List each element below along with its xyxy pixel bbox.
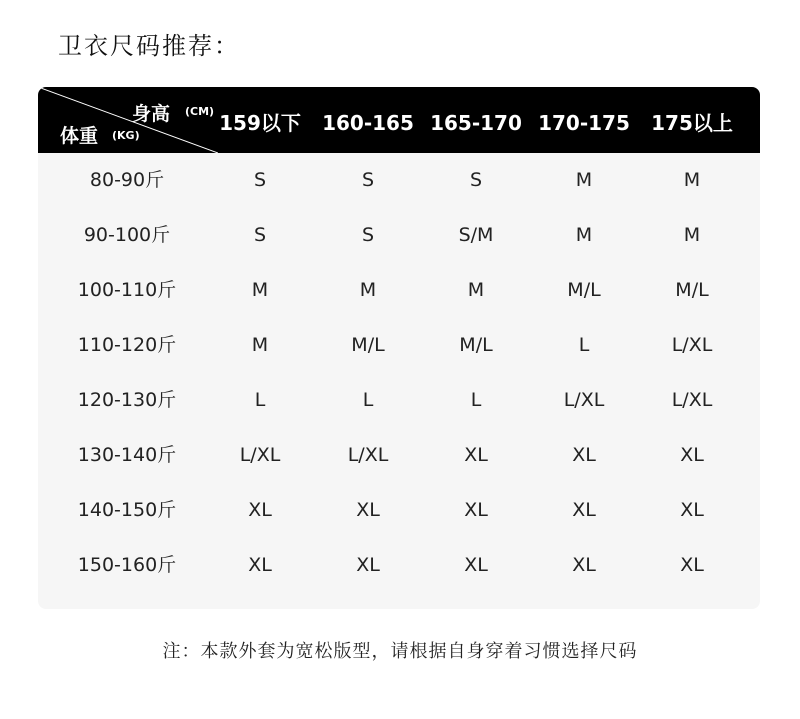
weight-range-label: 140-150斤	[77, 499, 177, 521]
weight-axis-label: 体重	[60, 125, 99, 147]
footnote: 注：本款外套为宽松版型，请根据自身穿着习惯选择尺码	[162, 641, 638, 662]
size-cell: S/M	[458, 224, 494, 246]
size-cell: XL	[572, 444, 596, 466]
size-cell: S	[253, 224, 267, 246]
size-cell: M	[575, 224, 593, 246]
column-header: 165-170	[430, 111, 522, 135]
size-chart-table	[38, 87, 760, 609]
size-cell: XL	[680, 499, 704, 521]
weight-range-label: 120-130斤	[77, 389, 177, 411]
table-row	[38, 428, 760, 483]
size-cell: XL	[680, 554, 704, 576]
weight-range-label: 150-160斤	[77, 554, 177, 576]
size-cell: L/XL	[671, 334, 713, 356]
size-cell: XL	[680, 444, 704, 466]
size-cell: XL	[356, 554, 380, 576]
size-cell: M	[251, 334, 269, 356]
weight-unit-label: (KG)	[112, 129, 140, 142]
size-cell: L	[254, 389, 266, 411]
size-cell: L/XL	[347, 444, 389, 466]
weight-range-label: 110-120斤	[77, 334, 177, 356]
size-cell: L/XL	[563, 389, 605, 411]
size-cell: M	[359, 279, 377, 301]
table-row	[38, 318, 760, 373]
size-cell: XL	[248, 499, 272, 521]
size-cell: S	[361, 224, 375, 246]
column-header: 175以上	[651, 111, 733, 135]
size-cell: M	[683, 169, 701, 191]
table-row	[38, 153, 760, 208]
size-cell: L	[470, 389, 482, 411]
size-cell: M/L	[459, 334, 493, 356]
weight-range-label: 130-140斤	[77, 444, 177, 466]
size-cell: M	[575, 169, 593, 191]
size-cell: XL	[572, 554, 596, 576]
size-cell: M	[251, 279, 269, 301]
size-cell: M	[467, 279, 485, 301]
table-row	[38, 208, 760, 263]
size-cell: L	[362, 389, 374, 411]
table-row	[38, 263, 760, 318]
corner-header-cell	[38, 87, 218, 153]
size-cell: S	[253, 169, 267, 191]
size-cell: L/XL	[239, 444, 281, 466]
page-title: 卫衣尺码推荐：	[58, 32, 240, 60]
size-cell: XL	[248, 554, 272, 576]
column-header: 160-165	[322, 111, 414, 135]
height-axis-label: 身高	[132, 103, 171, 125]
size-cell: XL	[464, 554, 488, 576]
size-cell: M/L	[675, 279, 709, 301]
size-cell: XL	[464, 499, 488, 521]
weight-range-label: 80-90斤	[89, 169, 165, 191]
size-cell: M	[683, 224, 701, 246]
size-cell: L	[578, 334, 590, 356]
size-cell: S	[469, 169, 483, 191]
size-cell: XL	[464, 444, 488, 466]
column-header: 170-175	[538, 111, 630, 135]
column-header: 159以下	[219, 111, 301, 135]
size-cell: M/L	[351, 334, 385, 356]
size-cell: M/L	[567, 279, 601, 301]
table-header	[38, 87, 760, 153]
table-row	[38, 538, 760, 593]
size-cell: XL	[356, 499, 380, 521]
height-unit-label: (CM)	[185, 105, 215, 118]
size-cell: XL	[572, 499, 596, 521]
weight-range-label: 100-110斤	[77, 279, 177, 301]
size-cell: L/XL	[671, 389, 713, 411]
table-row	[38, 483, 760, 538]
table-row	[38, 373, 760, 428]
weight-range-label: 90-100斤	[83, 224, 171, 246]
size-cell: S	[361, 169, 375, 191]
